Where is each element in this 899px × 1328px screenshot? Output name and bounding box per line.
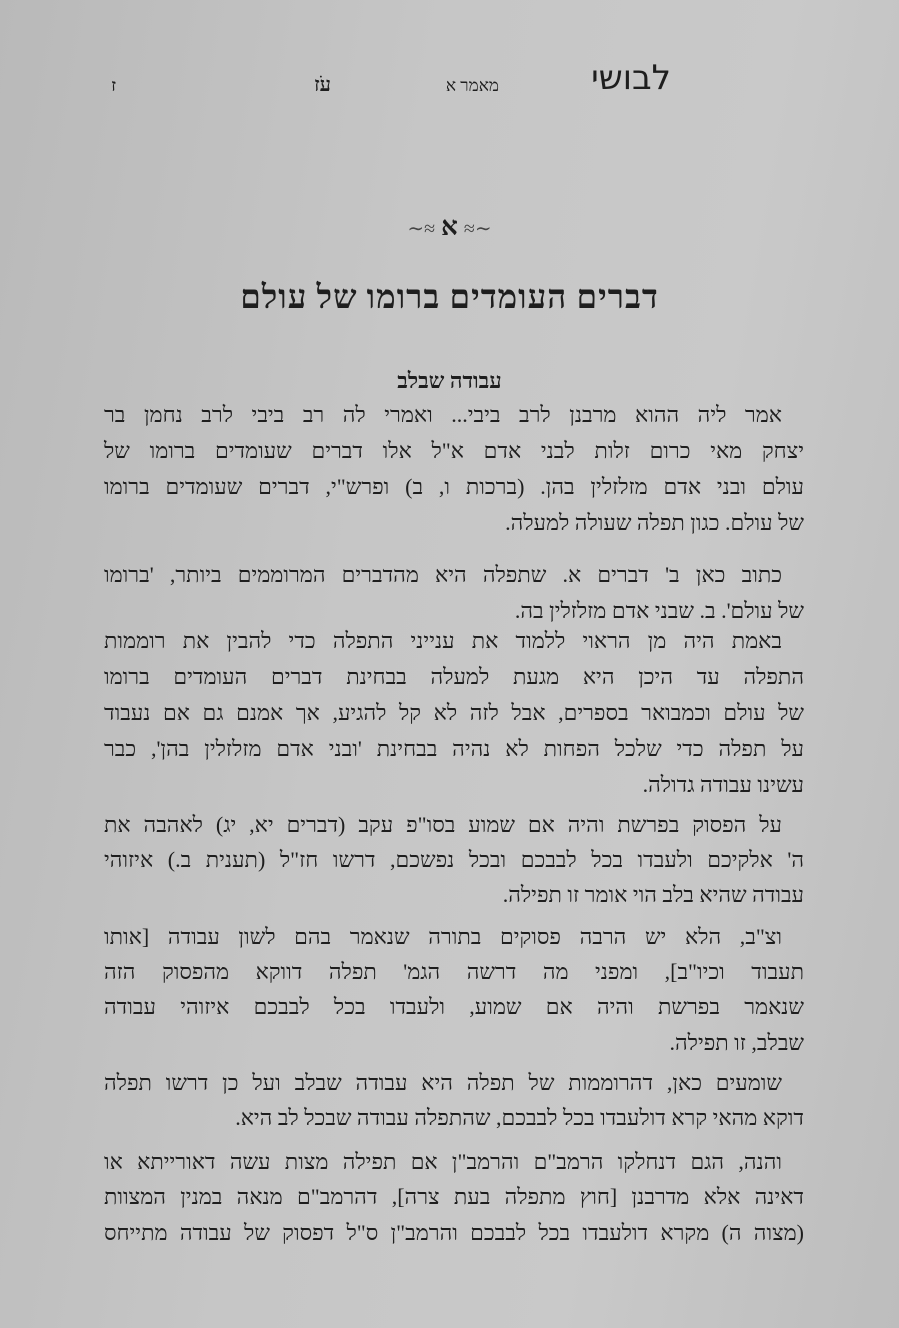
text-line: עבודה שהיא בלב הוי אומר זו תפילה. bbox=[502, 882, 804, 907]
text-line: אמר ליה ההוא מרבנן לרב ביבי... ואמרי לה רב ביבי לרב נחמן בר bbox=[104, 402, 782, 427]
text-line: של עולם'. ב. שבני אדם מזלזלין בה. bbox=[514, 598, 804, 623]
text-line: עשינו עבודה גדולה. bbox=[642, 772, 804, 797]
text-line: שומעים כאן, דהרוממות של תפלה היא עבודה שבלב ועל כן דרשו תפלה bbox=[104, 1070, 782, 1095]
section-subheading: עבודה שבלב bbox=[397, 368, 502, 393]
chapter-number-ornament bbox=[0, 212, 899, 242]
flourish-icon: ≈∽ bbox=[407, 218, 436, 240]
page-number: ז bbox=[111, 76, 116, 95]
text-line: על תפלה כדי שלכל הפחות לא נהיה בבחינת 'ובני אדם מזלזלין בהן', כבר bbox=[104, 736, 804, 761]
text-line: וצ"ב, הלא יש הרבה פסוקים בתורה שנאמר בהם לשון עבודה [אותו bbox=[104, 924, 782, 949]
text-line: של עולם וכמבואר בספרים, אבל לזה לא קל להגיע, אך אמנם גם אם נעבוד bbox=[104, 700, 804, 725]
running-title: לבושי bbox=[591, 58, 671, 98]
section-label: מאמר א bbox=[445, 76, 499, 95]
text-line: התפלה עד היכן היא מגעת למעלה בבחינת דברים העומדים ברומו bbox=[104, 664, 804, 689]
text-line: (מצוה ה) מקרא דולעבדו בכל לבבכם והרמב"ן ס"ל דפסוק של עבודה מתייחס bbox=[104, 1220, 804, 1245]
text-line: שבלב, זו תפילה. bbox=[669, 1030, 804, 1055]
chapter-title: דברים העומדים ברומו של עולם bbox=[240, 280, 659, 316]
text-line: תעבוד וכיו"ב], ומפני מה דרשה הגמ' תפלה דווקא מהפסוק הזה bbox=[104, 959, 804, 984]
text-line: ה' אלקיכם ולעבדו בכל לבבכם ובכל נפשכם, דרשו חז"ל (תענית ב.) איזוהי bbox=[104, 847, 804, 872]
text-line: שנאמר בפרשת והיה אם שמוע, ולעבדו בכל לבבכם איזוהי עבודה bbox=[104, 994, 804, 1019]
text-line: עולם ובני אדם מזלזלין בהן. (ברכות ו, ב) ופרש"י, דברים שעומדים ברומו bbox=[104, 474, 804, 499]
text-line: דאינה אלא מדרבנן [חוץ מתפלה בעת צרה], דהרמב"ם מנאה במנין המצוות bbox=[104, 1184, 804, 1209]
book-subtitle: עֹז bbox=[314, 74, 331, 96]
text-line: באמת היה מן הראוי ללמוד את ענייני התפלה כדי להבין את רוממות bbox=[104, 628, 782, 653]
text-line: יצחק מאי כרום זלות לבני אדם א"ל אלו דברים שעומדים ברומו של bbox=[104, 438, 804, 463]
chapter-number: א bbox=[441, 212, 458, 241]
flourish-icon: ∽≈ bbox=[463, 218, 492, 240]
text-line: דוקא מהאי קרא דולעבדו בכל לבבכם, שהתפלה עבודה שבכל לב היא. bbox=[235, 1105, 804, 1130]
text-line: והנה, הגם דנחלקו הרמב"ם והרמב"ן אם תפילה מצות עשה דאורייתא או bbox=[104, 1149, 782, 1174]
text-line: כתוב כאן ב' דברים א. שתפלה היא מהדברים המרוממים ביותר, 'ברומו bbox=[104, 562, 782, 587]
text-line: על הפסוק בפרשת והיה אם שמוע בסו"פ עקב (דברים יא, יג) לאהבה את bbox=[104, 812, 782, 837]
text-line: של עולם. כגון תפלה שעולה למעלה. bbox=[505, 510, 804, 535]
